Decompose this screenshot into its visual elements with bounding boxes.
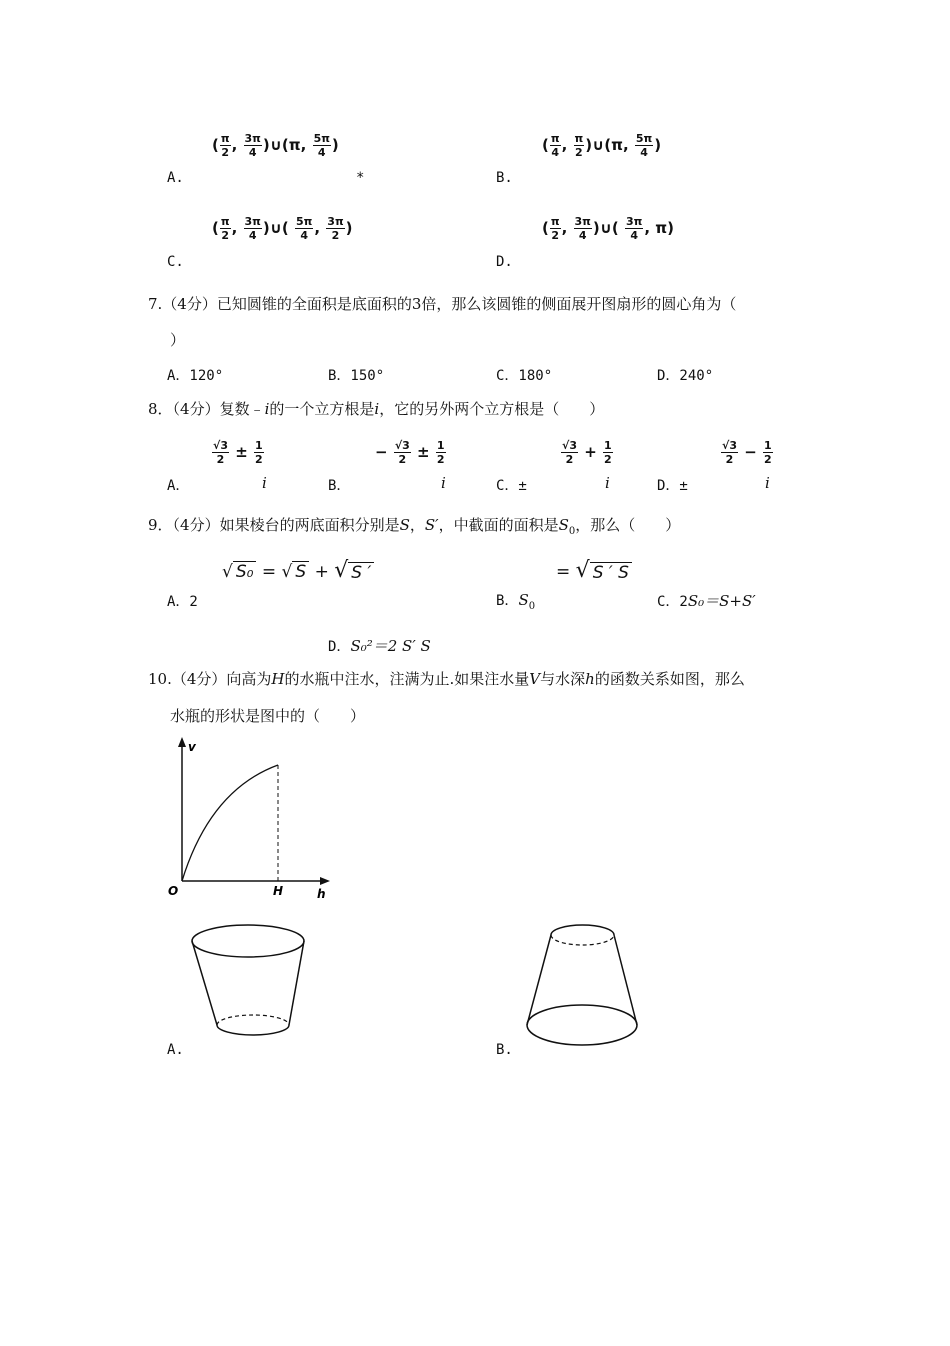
q10-bottle-a-figure xyxy=(185,920,315,1050)
q6-option-b-math: ( $\frac{\pi}{4}$ , $\frac{\pi}{2}$ )∪(π, $\frac{5\pi}{4}$ ) xyxy=(542,132,662,159)
q8-option-a-i: i xyxy=(262,474,267,492)
q10-volume-depth-graph xyxy=(160,735,340,905)
q10-option-b-label: B. xyxy=(496,1042,513,1058)
q8-option-d-i: i xyxy=(765,474,770,492)
q6-option-c-math: ( $\frac{\pi}{2}$ , $\frac{3\pi}{4}$ )∪( $\frac{5\pi}{4}$ , $\frac{3\pi}{2}$ ) xyxy=(212,215,353,242)
graph-H-label: H xyxy=(273,884,284,898)
q10-stem-line1: 10.（4分）向高为H的水瓶中注水，注满为止.如果注水量V与水深h的函数关系如图，那么 xyxy=(148,670,745,688)
q8-option-b-label: B． xyxy=(328,478,351,494)
q6-option-a-label: A. xyxy=(167,170,184,186)
q10-stem-line2: 水瓶的形状是图中的（ ） xyxy=(170,707,366,725)
graph-curve xyxy=(182,765,278,881)
q6-option-d-math: ( $\frac{\pi}{2}$ , $\frac{3\pi}{4}$ )∪( $\frac{3\pi}{4}$ , π) xyxy=(542,215,675,242)
q8-stem: 8．（4分）复数﹣i的一个立方根是i，它的另外两个立方根是（ ） xyxy=(148,400,605,418)
graph-x-arrow xyxy=(320,877,330,885)
q9-option-b-math: = √ S ′ S xyxy=(556,558,632,583)
q8-option-b-i: i xyxy=(441,474,446,492)
q9-option-c: C．2S₀＝S+S′ xyxy=(657,592,756,610)
q7-option-d: D．240° xyxy=(657,368,714,384)
q7-stem-line1: 7.（4分）已知圆锥的全面积是底面积的3倍，那么该圆锥的侧面展开图扇形的圆心角为（ xyxy=(148,295,737,313)
q8-option-d-label: D．± xyxy=(657,478,688,494)
q9-option-b-label: B．$S_0$ xyxy=(496,591,536,612)
graph-y-label: v xyxy=(188,740,196,754)
q8-option-a-math: $\frac{√3}{2}$ ± $\frac{1}{2}$ xyxy=(213,439,263,466)
q8-option-c-i: i xyxy=(605,474,610,492)
graph-origin-label: O xyxy=(168,884,179,898)
graph-x-label: h xyxy=(317,887,326,901)
q9-option-a-math: √ S₀ = √ S + √ S ′ xyxy=(222,558,374,583)
q6-option-a-math: ( $\frac{\pi}{2}$ , $\frac{3\pi}{4}$ )∪(π, $\frac{5\pi}{4}$ ) xyxy=(212,132,339,159)
graph-y-arrow xyxy=(178,737,186,747)
q8-option-b-math: − $\frac{√3}{2}$ ± $\frac{1}{2}$ xyxy=(375,439,445,466)
q6-option-a-mark: * xyxy=(356,170,365,186)
q7-option-a: A．120° xyxy=(167,368,224,384)
q10-option-a-label: A. xyxy=(167,1042,184,1058)
q6-option-d-label: D. xyxy=(496,254,513,270)
q7-option-b: B．150° xyxy=(328,368,385,384)
q8-option-c-math: $\frac{√3}{2}$ + $\frac{1}{2}$ xyxy=(562,439,612,466)
q9-option-a-label: A．2 xyxy=(167,594,198,610)
q9-stem: 9．（4分）如果棱台的两底面积分别是S，S′，中截面的面积是$S_0$，那么（ ） xyxy=(148,516,681,537)
q8-option-a-label: A． xyxy=(167,478,190,494)
q10-bottle-b-figure xyxy=(520,915,645,1050)
q8-option-d-math: $\frac{√3}{2}$ − $\frac{1}{2}$ xyxy=(722,439,772,466)
q6-option-b-label: B. xyxy=(496,170,513,186)
q6-option-c-label: C. xyxy=(167,254,184,270)
q7-stem-line2: ） xyxy=(170,331,186,349)
q7-option-c: C．180° xyxy=(496,368,553,384)
q8-option-c-label: C．± xyxy=(496,478,527,494)
q9-option-d: D．S₀²＝2 S′ S xyxy=(328,637,431,655)
